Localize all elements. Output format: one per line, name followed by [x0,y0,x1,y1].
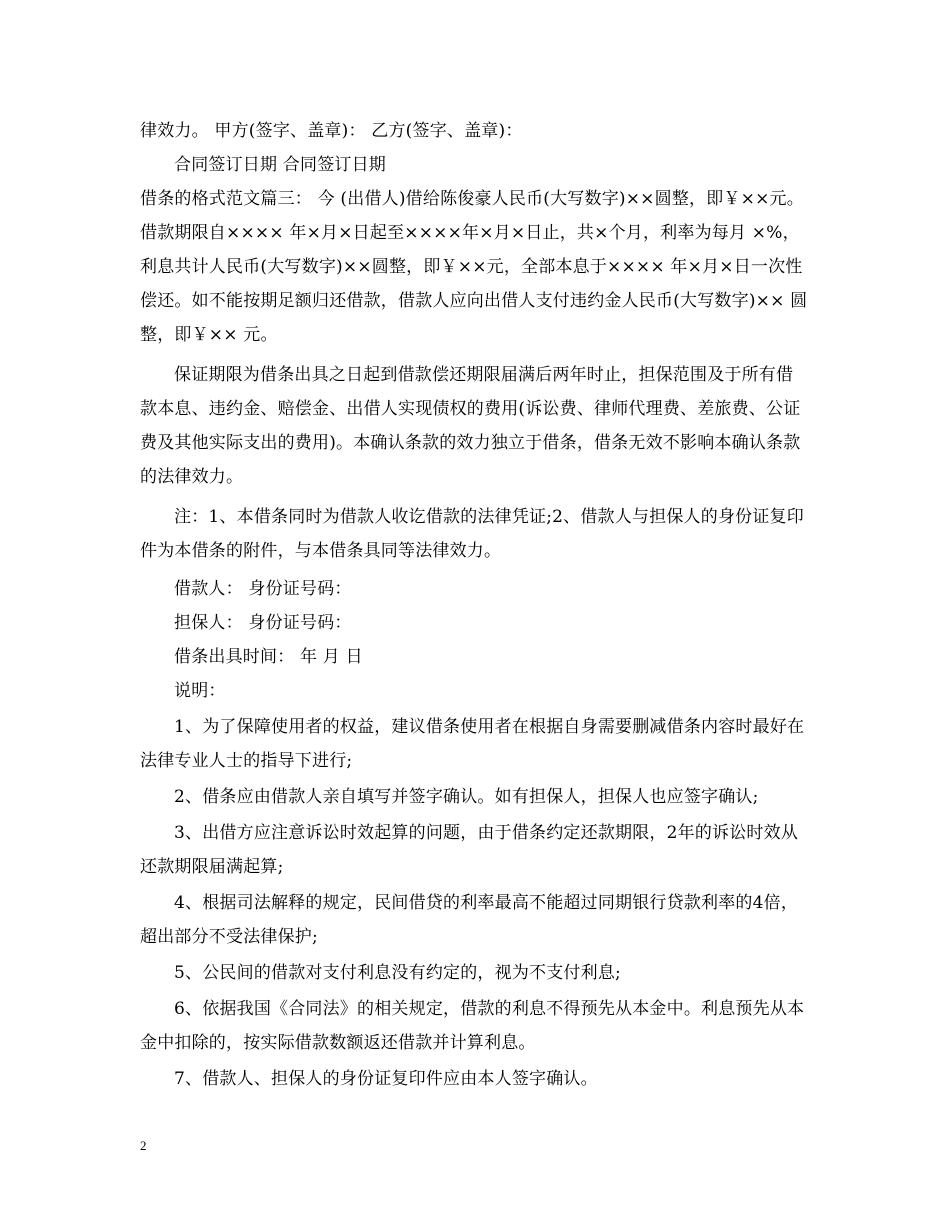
paragraph-explanation-7: 7、借款人、担保人的身份证复印件应由本人签字确认。 [174,1069,598,1089]
paragraph-explanation-4: 4、根据司法解释的规定，民间借贷的利率最高不能超过同期银行贷款利率的4倍，超出部分不受法律保护; [140,893,799,947]
paragraph-guarantee-period: 保证期限为借条出具之日起到借款偿还期限届满后两年时止，担保范围及于所有借款本息、违约金、赔偿金、出借人实现债权的费用(诉讼费、律师代理费、差旅费、公证费及其他实际支出的费用)。本确认条款的效力独立于借条，借条无效不影响本确认条款的法律效力。 [140,365,801,487]
paragraph-borrower-id: 借款人： 身份证号码： [174,579,352,599]
paragraph-explanation-1: 1、为了保障使用者的权益，建议借条使用者在根据自身需要删减借条内容时最好在法律专业人士的指导下进行; [140,717,805,771]
paragraph-signature-line: 律效力。 甲方(签字、盖章)： 乙方(签字、盖章)： [140,121,523,141]
paragraph-note: 注：1、本借条同时为借款人收讫借款的法律凭证;2、借款人与担保人的身份证复印件为本借条的附件，与本借条具同等法律效力。 [140,507,804,561]
paragraph-explanation-6: 6、依据我国《合同法》的相关规定，借款的利息不得预先从本金中。利息预先从本金中扣除的，按实际借款数额返还借款并计算利息。 [140,999,805,1053]
paragraph-explanation-5: 5、公民间的借款对支付利息没有约定的，视为不支付利息; [174,963,621,983]
paragraph-template-three: 借条的格式范文篇三： 今 (出借人)借给陈俊豪人民币(大写数字)××圆整，即￥××元。借款期限自×××× 年×月×日起至××××年×月×日止，共×个月，利率为每月 ×%，利息共计人民币(大写数字)××圆整，即￥××元，全部本息于×××× 年×月×日一次性偿还。如不能按期足额归还借款，借款人应向出借人支付违约金人民币(大写数字)×× 圆整，即￥×× 元。 [140,189,808,345]
paragraph-issue-date: 借条出具时间： 年 月 日 [174,647,363,667]
paragraph-contract-date: 合同签订日期 合同签订日期 [174,155,387,175]
paragraph-guarantor-id: 担保人： 身份证号码： [174,613,352,633]
paragraph-explanation-3: 3、出借方应注意诉讼时效起算的问题，由于借条约定还款期限，2年的诉讼时效从还款期限届满起算; [140,823,799,877]
paragraph-explanation-heading: 说明： [174,681,226,701]
paragraph-explanation-2: 2、借条应由借款人亲自填写并签字确认。如有担保人，担保人也应签字确认; [174,787,759,807]
page-number: 2 [140,1138,147,1153]
